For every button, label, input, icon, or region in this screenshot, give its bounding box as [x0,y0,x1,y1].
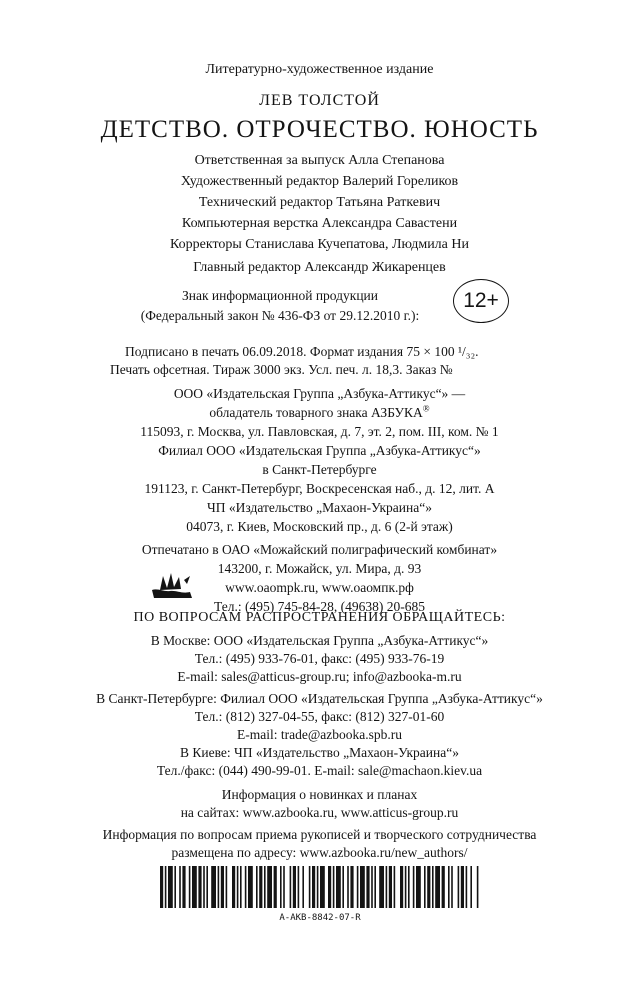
barcode-bar [259,866,262,908]
publisher-line: в Санкт-Петербурге [262,462,377,477]
barcode-bar [371,866,373,908]
barcode-bar [221,866,224,908]
barcode-bar [357,866,359,908]
barcode-bar [448,866,450,908]
barcode-bar [168,866,173,908]
news-info [0,786,639,822]
barcode-bar [394,866,396,908]
publisher-line: ЧП «Издательство „Махаон-Украина“» [207,500,432,515]
barcode-bar [416,866,421,908]
barcode-bar [400,866,403,908]
barcode-bar [470,866,472,908]
credit-line: Корректоры Станислава Кучепатова, Людмила Ни [170,237,469,252]
info-line: на сайтах: www.azbooka.ru, www.atticus-group.ru [180,805,459,820]
printer-logo-icon [150,570,194,600]
print-info-line: Подписано в печать 06.09.2018. Формат издания 75 × 100 ¹/₃₂. [125,344,479,359]
contact-line: В Киеве: ЧП «Издательство „Махаон-Украина“» [180,745,459,760]
barcode-bar [389,866,392,908]
barcode-bar [366,866,369,908]
barcode-bar [408,866,410,908]
barcode-bar [267,866,272,908]
barcode-bar [256,866,258,908]
info-sign-line: (Федеральный закон № 436-ФЗ от 29.12.2010 г.): [140,308,420,323]
chief-editor: Главный редактор Александр Жикаренцев [193,260,446,275]
publisher-line: 191123, г. Санкт-Петербург, Воскресенская наб., д. 12, лит. А [144,481,495,496]
barcode-bar [347,866,349,908]
trademark-text: обладатель товарного знака АЗБУКА [209,405,423,420]
barcode-bar [290,866,292,908]
barcode-bar [342,866,344,908]
printer-line: Тел.: (495) 745-84-28, (49638) 20-685 [214,599,425,614]
publisher-line: ООО «Издательская Группа „Азбука-Аттикус“» — [173,386,466,401]
info-line: размещена по адресу: www.azbooka.ru/new_authors/ [171,845,468,860]
credit-line: Технический редактор Татьяна Раткевич [198,195,441,210]
credit-line: Художественный редактор Валерий Гореликов [180,174,459,189]
barcode-bar [461,866,464,908]
barcode-bar [427,866,430,908]
spb-contacts [0,690,639,744]
contact-line: В Москве: ООО «Издательская Группа „Азбука-Аттикус“» [150,633,489,648]
barcode-bar [424,866,426,908]
barcode-bar [198,866,201,908]
printer-line: www.oaompk.ru, www.оаомпк.рф [225,580,414,595]
kiev-contacts [0,744,639,780]
distribution-heading: ПО ВОПРОСАМ РАСПРОСТРАНЕНИЯ ОБРАЩАЙТЕСЬ: [133,610,506,625]
printer-line: 143200, г. Можайск, ул. Мира, д. 93 [217,561,422,576]
age-rating-badge: 12+ [453,279,509,323]
barcode-bar [309,866,311,908]
barcode-bar [245,866,247,908]
barcode-bar [432,866,434,908]
barcode-bar [451,866,453,908]
publisher-block [0,384,639,536]
publisher-line: Филиал ООО «Издательская Группа „Азбука-Аттикус“» [158,443,481,458]
barcode-bar [379,866,384,908]
barcode-bar [248,866,253,908]
barcode-bar [293,866,296,908]
barcode-bar [312,866,315,908]
publisher-line: 115093, г. Москва, ул. Павловская, д. 7, эт. 2, пом. III, ком. № 1 [140,424,499,439]
author-name: ЛЕВ ТОЛСТОЙ [259,92,380,109]
barcode-bar [350,866,353,908]
publisher-trademark-line [0,403,639,422]
barcode-bar [264,866,266,908]
barcode-bar [274,866,277,908]
barcode-bar [360,866,365,908]
info-sign [100,286,460,326]
barcode-bar [477,866,479,908]
barcode-bar [165,866,167,908]
barcode-bar [232,866,235,908]
contact-line: Тел./факс: (044) 490-99-01. E-mail: sale@machaon.kiev.ua [156,763,483,778]
barcode-bar [435,866,440,908]
barcode-bar [302,866,304,908]
contact-line: В Санкт-Петербурге: Филиал ООО «Издательская Группа „Азбука-Аттикус“» [96,691,543,706]
barcode-bar [226,866,228,908]
barcode-bar [240,866,242,908]
barcode-bar [211,866,216,908]
barcode-bar [458,866,460,908]
barcode-bar [218,866,220,908]
barcode-bar [237,866,239,908]
barcode-bar [160,866,163,908]
book-title: ДЕТСТВО. ОТРОЧЕСТВО. ЮНОСТЬ [100,116,539,143]
barcode-bar [203,866,205,908]
contact-line: Тел.: (812) 327-04-55, факс: (812) 327-01-60 [194,709,445,724]
info-sign-line: Знак информационной продукции [181,288,379,303]
barcode-bar [298,866,300,908]
contact-line: E-mail: trade@azbooka.spb.ru [237,727,402,742]
moscow-contacts [0,632,639,686]
barcode-bar [466,866,468,908]
barcode-bar [179,866,181,908]
manuscripts-info [0,826,639,862]
barcode-bar [182,866,185,908]
barcode-bar [413,866,415,908]
credits-list [0,150,639,255]
barcode-bar [206,866,208,908]
barcode-bar [280,866,282,908]
barcode-bar [374,866,376,908]
barcode-bar [386,866,388,908]
credit-line: Компьютерная верстка Александра Савастени [181,216,458,231]
printer-line: Отпечатано в ОАО «Можайский полиграфический комбинат» [141,542,498,557]
info-line: Информация о новинках и планах [221,787,418,802]
barcode-icon [160,866,480,908]
barcode-bar [317,866,319,908]
contact-line: Тел.: (495) 933-76-01, факс: (495) 933-76-19 [194,651,445,666]
publisher-line: 04073, г. Киев, Московский пр., д. 6 (2-й этаж) [186,519,453,534]
barcode-bar [405,866,407,908]
barcode-bar [442,866,445,908]
barcode-bar [328,866,331,908]
contact-line: E-mail: sales@atticus-group.ru; info@azbooka-m.ru [177,669,462,684]
barcode-bar [320,866,325,908]
printer-block [0,540,639,616]
barcode-bar [333,866,335,908]
print-info-line: Печать офсетная. Тираж 3000 экз. Усл. печ. л. 18,3. Заказ № [110,362,453,377]
print-info [0,343,639,379]
edition-type: Литературно-художественное издание [205,62,434,77]
barcode-bar [192,866,197,908]
credit-line: Ответственная за выпуск Алла Степанова [194,153,445,168]
registered-mark: ® [422,403,430,414]
barcode-bar [336,866,341,908]
barcode-number: A-AKB-8842-07-R [279,913,361,923]
barcode-bar [283,866,285,908]
info-line: Информация по вопросам приема рукописей и творческого сотрудничества [102,827,537,842]
barcode-bar [189,866,191,908]
barcode-bar [174,866,176,908]
